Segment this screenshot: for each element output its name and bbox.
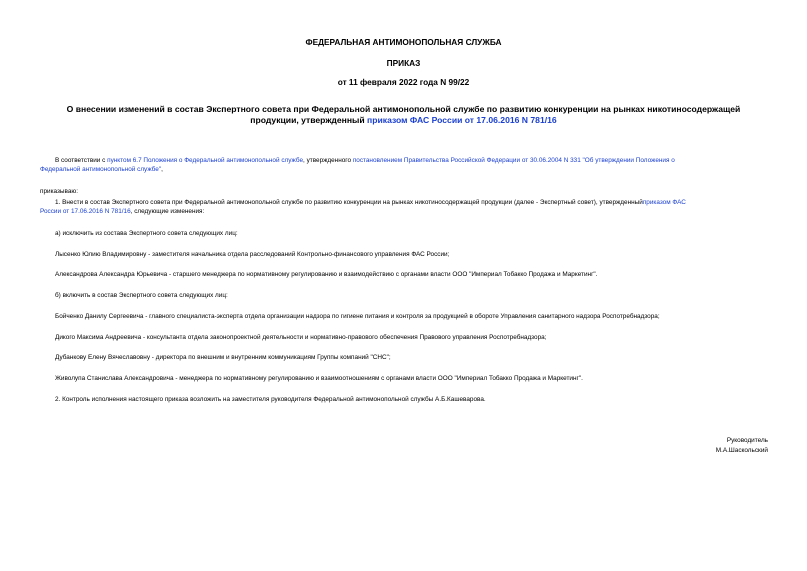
item-1-line-1 — [55, 198, 770, 207]
regulation-clause-link[interactable]: пунктом 6.7 Положения о Федеральной антимонопольной службе — [107, 157, 304, 164]
excluded-person-2: Александрова Александра Юрьевича - старшего менеджера по нормативному регулированию и взаимодействию с органами власти ООО "Империал Тобакко Продажа и Маркетинг". — [55, 271, 598, 278]
included-person-1: Бойченко Данилу Сергеевича - главного специалиста-эксперта отдела организации надзора по гигиене питания и контроля за продукцией в обороте Управления санитарного надзора Роспотребнадзора; — [55, 313, 660, 320]
order-link-part-2[interactable]: России от 17.06.2016 N 781/16 — [40, 208, 131, 216]
excluded-person-1: Лысенко Юлию Владимировну - заместителя начальника отдела расследований Контрольно-финансового управления ФАС России; — [55, 251, 450, 258]
included-person-3: Дубанкову Елену Вячеславовну - директора по внешним и внутренним коммуникациям Группы компаний "СНС"; — [55, 354, 391, 361]
preamble-text-1: В соответствии с — [55, 157, 108, 164]
included-person-4: Живолупа Станислава Александровича - менеджера по нормативному регулированию и взаимоотношениям с органами власти ООО "Империал Тобакко Продажа и Маркетинг". — [55, 375, 583, 382]
preamble-line-1 — [55, 156, 770, 165]
signature-name: М.А.Шаскольский — [715, 447, 768, 454]
sub-item-b: б) включить в состав Экспертного совета следующих лиц: — [55, 292, 228, 299]
title-line-2-text: продукции, утвержденный — [250, 115, 368, 125]
title-line-2 — [40, 115, 767, 126]
title-order-link[interactable]: приказом ФАС России от 17.06.2016 N 781/16 — [367, 115, 557, 125]
title-line-1: О внесении изменений в состав Экспертного совета при Федеральной антимонопольной службе по развитию конкуренции на рынках никотиносодержащей — [66, 104, 741, 114]
preamble-line-2 — [40, 165, 770, 174]
preamble-text-3: , — [161, 166, 163, 174]
item-1-text-2: , следующие изменения: — [130, 208, 205, 216]
document-type: ПРИКАЗ — [386, 58, 421, 68]
signature-position: Руководитель — [726, 437, 768, 444]
sub-item-a: а) исключить из состава Экспертного совета следующих лиц: — [55, 230, 238, 237]
agency-name: ФЕДЕРАЛЬНАЯ АНТИМОНОПОЛЬНАЯ СЛУЖБА — [305, 37, 502, 47]
order-link-part-1[interactable]: приказом ФАС — [642, 199, 686, 206]
item-1-line-2 — [40, 207, 770, 216]
document-date-number: от 11 февраля 2022 года N 99/22 — [337, 77, 470, 87]
item-1-text-1: 1. Внести в состав Экспертного совета при Федеральной антимонопольной службе по развитию конкуренции на рынках никотиносодержащей продукции (далее - Экспертный совет), утвержденный — [55, 199, 643, 206]
included-person-2: Дикого Максима Андреевича - консультанта отдела законопроектной деятельности и нормативно-правового обеспечения Правового управления Роспотребнадзора; — [55, 334, 547, 341]
item-2-paragraph: 2. Контроль исполнения настоящего приказа возложить на заместителя руководителя Федеральной антимонопольной службы А.Б.Кашеварова. — [55, 396, 486, 403]
preamble-paragraph — [40, 156, 770, 174]
item-1-paragraph — [40, 198, 770, 216]
government-resolution-link-part-2[interactable]: Федеральной антимонопольной службе" — [40, 166, 162, 174]
government-resolution-link-part-1[interactable]: постановлением Правительства Российской Федерации от 30.06.2004 N 331 "Об утверждении Положения о — [352, 157, 675, 164]
document-title — [40, 104, 767, 126]
order-word: приказываю: — [40, 188, 78, 195]
preamble-text-2: , утвержденного — [303, 157, 353, 164]
